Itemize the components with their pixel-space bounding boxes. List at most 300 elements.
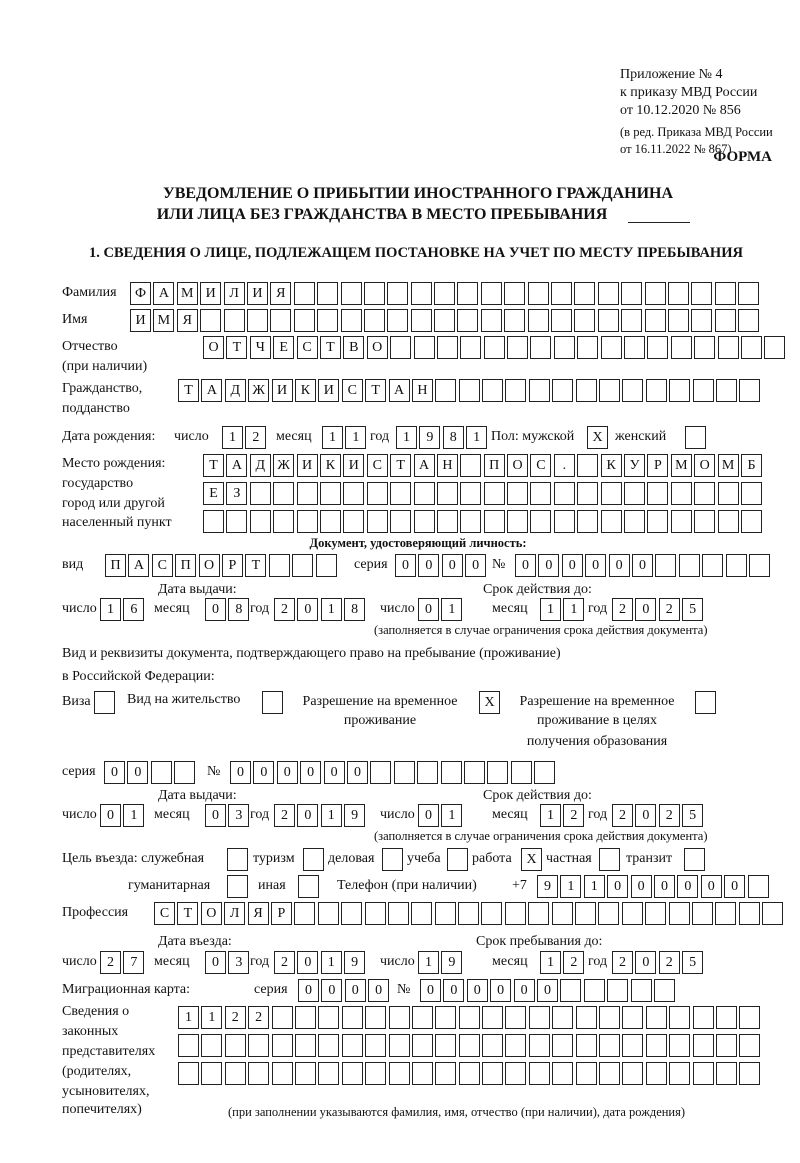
char-box[interactable] xyxy=(458,902,479,925)
char-box[interactable] xyxy=(295,1034,316,1057)
char-box[interactable] xyxy=(530,336,551,359)
char-box[interactable] xyxy=(679,554,700,577)
char-box[interactable] xyxy=(505,902,526,925)
char-box[interactable] xyxy=(437,336,458,359)
char-box[interactable]: Т xyxy=(203,454,224,477)
char-box[interactable] xyxy=(528,902,549,925)
char-box[interactable] xyxy=(741,482,762,505)
char-box[interactable]: С xyxy=(297,336,318,359)
char-box[interactable] xyxy=(693,1006,714,1029)
char-box[interactable] xyxy=(437,482,458,505)
char-box[interactable] xyxy=(341,902,362,925)
char-box[interactable] xyxy=(552,1062,573,1085)
char-box[interactable] xyxy=(225,1062,246,1085)
char-box[interactable]: 0 xyxy=(253,761,274,784)
char-box[interactable]: И xyxy=(343,454,364,477)
birth-place-field-2[interactable] xyxy=(203,482,764,504)
char-box[interactable] xyxy=(342,1062,363,1085)
char-box[interactable]: Ж xyxy=(273,454,294,477)
char-box[interactable] xyxy=(607,979,628,1002)
char-box[interactable] xyxy=(669,1006,690,1029)
char-box[interactable] xyxy=(317,309,338,332)
char-box[interactable] xyxy=(504,282,525,305)
char-box[interactable] xyxy=(201,1034,222,1057)
char-box[interactable] xyxy=(739,1062,760,1085)
char-box[interactable]: . xyxy=(554,454,575,477)
char-box[interactable] xyxy=(693,1062,714,1085)
char-box[interactable]: 2 xyxy=(612,951,633,974)
char-box[interactable] xyxy=(647,482,668,505)
char-box[interactable] xyxy=(441,761,462,784)
char-box[interactable] xyxy=(320,510,341,533)
char-box[interactable] xyxy=(554,482,575,505)
sex-male-checkbox[interactable] xyxy=(587,426,610,448)
char-box[interactable] xyxy=(320,482,341,505)
char-box[interactable] xyxy=(389,1062,410,1085)
char-box[interactable] xyxy=(621,309,642,332)
char-box[interactable]: Ф xyxy=(130,282,151,305)
char-box[interactable] xyxy=(343,482,364,505)
char-box[interactable] xyxy=(739,1034,760,1057)
char-box[interactable] xyxy=(174,761,195,784)
char-box[interactable]: 0 xyxy=(297,951,318,974)
res-issue-year-field[interactable] xyxy=(274,804,368,826)
char-box[interactable]: 0 xyxy=(230,761,251,784)
char-box[interactable] xyxy=(364,309,385,332)
char-box[interactable]: 0 xyxy=(345,979,366,1002)
char-box[interactable]: 9 xyxy=(344,804,365,827)
char-box[interactable] xyxy=(576,379,597,402)
char-box[interactable]: 1 xyxy=(466,426,487,449)
res-series-field[interactable] xyxy=(104,761,198,783)
char-box[interactable] xyxy=(691,309,712,332)
char-box[interactable]: 1 xyxy=(563,598,584,621)
birth-day-field[interactable] xyxy=(222,426,269,448)
char-box[interactable] xyxy=(552,902,573,925)
char-box[interactable] xyxy=(412,1006,433,1029)
char-box[interactable]: С xyxy=(530,454,551,477)
char-box[interactable]: У xyxy=(624,454,645,477)
char-box[interactable] xyxy=(250,482,271,505)
char-box[interactable] xyxy=(417,761,438,784)
char-box[interactable]: 0 xyxy=(677,875,698,898)
char-box[interactable] xyxy=(692,902,713,925)
char-box[interactable] xyxy=(716,1034,737,1057)
char-box[interactable] xyxy=(671,482,692,505)
char-box[interactable]: 0 xyxy=(418,598,439,621)
char-box[interactable] xyxy=(718,336,739,359)
char-box[interactable] xyxy=(624,336,645,359)
temp-permit-checkbox[interactable] xyxy=(479,691,502,713)
char-box[interactable] xyxy=(227,875,248,898)
char-box[interactable] xyxy=(715,902,736,925)
char-box[interactable]: 0 xyxy=(298,979,319,1002)
char-box[interactable]: 9 xyxy=(441,951,462,974)
char-box[interactable] xyxy=(691,282,712,305)
char-box[interactable] xyxy=(390,510,411,533)
char-box[interactable]: 0 xyxy=(418,554,439,577)
char-box[interactable] xyxy=(598,282,619,305)
char-box[interactable] xyxy=(552,1006,573,1029)
char-box[interactable] xyxy=(411,282,432,305)
birth-place-field-3[interactable] xyxy=(203,510,764,532)
phone-field[interactable] xyxy=(537,875,771,897)
char-box[interactable] xyxy=(390,482,411,505)
char-box[interactable]: 0 xyxy=(395,554,416,577)
char-box[interactable]: 1 xyxy=(540,804,561,827)
char-box[interactable]: 5 xyxy=(682,598,703,621)
char-box[interactable] xyxy=(481,309,502,332)
char-box[interactable] xyxy=(460,336,481,359)
char-box[interactable] xyxy=(504,309,525,332)
char-box[interactable]: 1 xyxy=(322,426,343,449)
char-box[interactable] xyxy=(716,379,737,402)
char-box[interactable] xyxy=(367,482,388,505)
char-box[interactable] xyxy=(507,482,528,505)
char-box[interactable] xyxy=(668,309,689,332)
char-box[interactable] xyxy=(459,1006,480,1029)
purpose-private-checkbox[interactable] xyxy=(599,848,622,870)
char-box[interactable] xyxy=(365,1006,386,1029)
char-box[interactable]: И xyxy=(247,282,268,305)
char-box[interactable] xyxy=(748,875,769,898)
purpose-humanitarian-checkbox[interactable] xyxy=(227,875,250,897)
char-box[interactable] xyxy=(434,309,455,332)
char-box[interactable] xyxy=(224,309,245,332)
char-box[interactable]: Р xyxy=(222,554,243,577)
char-box[interactable]: Т xyxy=(245,554,266,577)
char-box[interactable]: П xyxy=(105,554,126,577)
char-box[interactable] xyxy=(530,482,551,505)
char-box[interactable]: 0 xyxy=(321,979,342,1002)
char-box[interactable] xyxy=(484,336,505,359)
char-box[interactable]: 1 xyxy=(222,426,243,449)
char-box[interactable]: 2 xyxy=(274,951,295,974)
char-box[interactable]: 0 xyxy=(514,979,535,1002)
char-box[interactable] xyxy=(694,336,715,359)
char-box[interactable]: И xyxy=(297,454,318,477)
char-box[interactable] xyxy=(576,1034,597,1057)
char-box[interactable]: Б xyxy=(741,454,762,477)
char-box[interactable] xyxy=(203,510,224,533)
char-box[interactable]: 0 xyxy=(607,875,628,898)
char-box[interactable]: К xyxy=(601,454,622,477)
birth-month-field[interactable] xyxy=(322,426,369,448)
char-box[interactable]: 1 xyxy=(178,1006,199,1029)
entry-day-field[interactable] xyxy=(100,951,147,973)
char-box[interactable]: 0 xyxy=(654,875,675,898)
char-box[interactable] xyxy=(247,309,268,332)
purpose-business-checkbox[interactable] xyxy=(382,848,405,870)
char-box[interactable]: Р xyxy=(647,454,668,477)
char-box[interactable] xyxy=(601,510,622,533)
char-box[interactable]: И xyxy=(272,379,293,402)
char-box[interactable] xyxy=(738,309,759,332)
char-box[interactable] xyxy=(530,510,551,533)
char-box[interactable] xyxy=(365,902,386,925)
name-field[interactable] xyxy=(130,309,762,331)
char-box[interactable] xyxy=(505,1006,526,1029)
char-box[interactable] xyxy=(389,1034,410,1057)
char-box[interactable]: 1 xyxy=(540,598,561,621)
char-box[interactable]: К xyxy=(320,454,341,477)
char-box[interactable]: К xyxy=(295,379,316,402)
char-box[interactable] xyxy=(343,510,364,533)
char-box[interactable] xyxy=(342,1006,363,1029)
char-box[interactable]: 2 xyxy=(248,1006,269,1029)
res-valid-month-field[interactable] xyxy=(540,804,587,826)
char-box[interactable]: И xyxy=(318,379,339,402)
purpose-other-checkbox[interactable] xyxy=(298,875,321,897)
char-box[interactable] xyxy=(551,282,572,305)
char-box[interactable] xyxy=(552,379,573,402)
char-box[interactable] xyxy=(151,761,172,784)
char-box[interactable] xyxy=(528,309,549,332)
char-box[interactable] xyxy=(272,1062,293,1085)
char-box[interactable]: П xyxy=(175,554,196,577)
char-box[interactable]: О xyxy=(507,454,528,477)
char-box[interactable]: 0 xyxy=(104,761,125,784)
char-box[interactable] xyxy=(292,554,313,577)
char-box[interactable] xyxy=(622,379,643,402)
char-box[interactable] xyxy=(529,1006,550,1029)
char-box[interactable]: Е xyxy=(203,482,224,505)
char-box[interactable] xyxy=(598,309,619,332)
char-box[interactable] xyxy=(484,510,505,533)
char-box[interactable] xyxy=(551,309,572,332)
char-box[interactable] xyxy=(482,1034,503,1057)
char-box[interactable]: 1 xyxy=(123,804,144,827)
char-box[interactable]: А xyxy=(414,454,435,477)
char-box[interactable] xyxy=(505,1034,526,1057)
char-box[interactable] xyxy=(552,1034,573,1057)
char-box[interactable] xyxy=(342,1034,363,1057)
char-box[interactable]: 8 xyxy=(443,426,464,449)
char-box[interactable]: 0 xyxy=(635,804,656,827)
char-box[interactable] xyxy=(294,282,315,305)
char-box[interactable]: X xyxy=(587,426,608,449)
place-of-stay-blank[interactable] xyxy=(628,222,690,223)
char-box[interactable]: А xyxy=(201,379,222,402)
char-box[interactable]: М xyxy=(177,282,198,305)
char-box[interactable] xyxy=(693,1034,714,1057)
char-box[interactable] xyxy=(303,848,324,871)
char-box[interactable] xyxy=(507,510,528,533)
mc-number-field[interactable] xyxy=(420,979,677,1001)
char-box[interactable] xyxy=(702,554,723,577)
char-box[interactable]: 5 xyxy=(682,951,703,974)
char-box[interactable] xyxy=(318,1034,339,1057)
char-box[interactable] xyxy=(574,309,595,332)
doc-valid-month-field[interactable] xyxy=(540,598,587,620)
visa-checkbox[interactable] xyxy=(94,691,117,713)
doc-valid-day-field[interactable] xyxy=(418,598,465,620)
char-box[interactable]: 1 xyxy=(584,875,605,898)
char-box[interactable] xyxy=(364,282,385,305)
char-box[interactable]: Р xyxy=(271,902,292,925)
entry-year-field[interactable] xyxy=(274,951,368,973)
char-box[interactable]: 0 xyxy=(297,598,318,621)
char-box[interactable]: С xyxy=(154,902,175,925)
char-box[interactable]: 9 xyxy=(419,426,440,449)
char-box[interactable] xyxy=(435,1006,456,1029)
char-box[interactable] xyxy=(576,1062,597,1085)
char-box[interactable]: 2 xyxy=(245,426,266,449)
char-box[interactable] xyxy=(297,482,318,505)
char-box[interactable]: С xyxy=(152,554,173,577)
char-box[interactable] xyxy=(694,510,715,533)
char-box[interactable]: Ч xyxy=(250,336,271,359)
char-box[interactable] xyxy=(631,979,652,1002)
char-box[interactable] xyxy=(645,282,666,305)
char-box[interactable] xyxy=(435,1062,456,1085)
char-box[interactable]: 0 xyxy=(724,875,745,898)
char-box[interactable]: С xyxy=(342,379,363,402)
char-box[interactable]: 0 xyxy=(100,804,121,827)
doc-issue-year-field[interactable] xyxy=(274,598,368,620)
char-box[interactable] xyxy=(577,454,598,477)
doc-series-field[interactable] xyxy=(395,554,489,576)
char-box[interactable]: 0 xyxy=(490,979,511,1002)
char-box[interactable] xyxy=(577,482,598,505)
char-box[interactable] xyxy=(457,309,478,332)
char-box[interactable] xyxy=(414,336,435,359)
char-box[interactable]: С xyxy=(367,454,388,477)
char-box[interactable] xyxy=(693,379,714,402)
char-box[interactable] xyxy=(646,1034,667,1057)
char-box[interactable]: 0 xyxy=(701,875,722,898)
char-box[interactable] xyxy=(295,1006,316,1029)
char-box[interactable]: Ж xyxy=(248,379,269,402)
char-box[interactable]: 5 xyxy=(682,804,703,827)
char-box[interactable]: 1 xyxy=(100,598,121,621)
char-box[interactable] xyxy=(584,979,605,1002)
char-box[interactable] xyxy=(621,282,642,305)
char-box[interactable] xyxy=(482,379,503,402)
char-box[interactable] xyxy=(645,902,666,925)
char-box[interactable] xyxy=(669,1062,690,1085)
char-box[interactable] xyxy=(460,482,481,505)
char-box[interactable] xyxy=(511,761,532,784)
char-box[interactable] xyxy=(577,510,598,533)
char-box[interactable] xyxy=(94,691,115,714)
char-box[interactable]: Т xyxy=(320,336,341,359)
doc-number-field[interactable] xyxy=(515,554,772,576)
char-box[interactable]: 1 xyxy=(441,598,462,621)
char-box[interactable]: 1 xyxy=(321,951,342,974)
char-box[interactable] xyxy=(226,510,247,533)
char-box[interactable] xyxy=(464,761,485,784)
char-box[interactable] xyxy=(715,282,736,305)
char-box[interactable]: Н xyxy=(412,379,433,402)
char-box[interactable]: А xyxy=(226,454,247,477)
char-box[interactable]: Т xyxy=(365,379,386,402)
char-box[interactable] xyxy=(411,309,432,332)
char-box[interactable]: 0 xyxy=(585,554,606,577)
char-box[interactable]: 2 xyxy=(612,804,633,827)
char-box[interactable] xyxy=(684,848,705,871)
char-box[interactable] xyxy=(716,1006,737,1029)
char-box[interactable] xyxy=(647,336,668,359)
char-box[interactable] xyxy=(669,1034,690,1057)
char-box[interactable] xyxy=(447,848,468,871)
char-box[interactable] xyxy=(738,282,759,305)
char-box[interactable] xyxy=(685,426,706,449)
char-box[interactable] xyxy=(647,510,668,533)
representatives-field-3[interactable] xyxy=(178,1062,763,1084)
char-box[interactable]: 2 xyxy=(274,598,295,621)
purpose-work-checkbox[interactable] xyxy=(521,848,544,870)
char-box[interactable]: 0 xyxy=(562,554,583,577)
char-box[interactable] xyxy=(262,691,283,714)
char-box[interactable]: 0 xyxy=(467,979,488,1002)
char-box[interactable] xyxy=(622,1062,643,1085)
char-box[interactable] xyxy=(341,309,362,332)
char-box[interactable]: 1 xyxy=(321,804,342,827)
char-box[interactable] xyxy=(227,848,248,871)
char-box[interactable] xyxy=(382,848,403,871)
patronymic-field[interactable] xyxy=(203,336,788,358)
stay-month-field[interactable] xyxy=(540,951,587,973)
purpose-tourism-checkbox[interactable] xyxy=(303,848,326,870)
char-box[interactable] xyxy=(435,1034,456,1057)
char-box[interactable] xyxy=(624,510,645,533)
char-box[interactable]: 0 xyxy=(300,761,321,784)
res-valid-year-field[interactable] xyxy=(612,804,706,826)
char-box[interactable]: 0 xyxy=(205,804,226,827)
char-box[interactable] xyxy=(739,1006,760,1029)
char-box[interactable] xyxy=(669,379,690,402)
char-box[interactable]: Т xyxy=(177,902,198,925)
char-box[interactable] xyxy=(646,1062,667,1085)
birth-year-field[interactable] xyxy=(396,426,490,448)
char-box[interactable] xyxy=(695,691,716,714)
char-box[interactable] xyxy=(317,282,338,305)
char-box[interactable] xyxy=(601,482,622,505)
char-box[interactable]: М xyxy=(718,454,739,477)
char-box[interactable]: 1 xyxy=(345,426,366,449)
char-box[interactable]: О xyxy=(199,554,220,577)
char-box[interactable] xyxy=(269,554,290,577)
char-box[interactable]: З xyxy=(226,482,247,505)
char-box[interactable] xyxy=(318,1062,339,1085)
char-box[interactable] xyxy=(248,1034,269,1057)
char-box[interactable] xyxy=(622,902,643,925)
char-box[interactable] xyxy=(318,902,339,925)
char-box[interactable] xyxy=(316,554,337,577)
char-box[interactable]: В xyxy=(343,336,364,359)
char-box[interactable]: 0 xyxy=(205,598,226,621)
profession-field[interactable] xyxy=(154,902,786,924)
char-box[interactable]: А xyxy=(389,379,410,402)
char-box[interactable] xyxy=(505,1062,526,1085)
char-box[interactable]: Е xyxy=(273,336,294,359)
mc-series-field[interactable] xyxy=(298,979,392,1001)
char-box[interactable] xyxy=(554,510,575,533)
char-box[interactable]: Д xyxy=(225,379,246,402)
char-box[interactable]: Т xyxy=(390,454,411,477)
char-box[interactable] xyxy=(201,1062,222,1085)
char-box[interactable] xyxy=(654,979,675,1002)
char-box[interactable] xyxy=(459,1062,480,1085)
char-box[interactable] xyxy=(394,761,415,784)
char-box[interactable] xyxy=(741,336,762,359)
char-box[interactable] xyxy=(365,1062,386,1085)
char-box[interactable] xyxy=(599,848,620,871)
char-box[interactable] xyxy=(460,454,481,477)
doc-issue-month-field[interactable] xyxy=(205,598,252,620)
char-box[interactable] xyxy=(387,309,408,332)
